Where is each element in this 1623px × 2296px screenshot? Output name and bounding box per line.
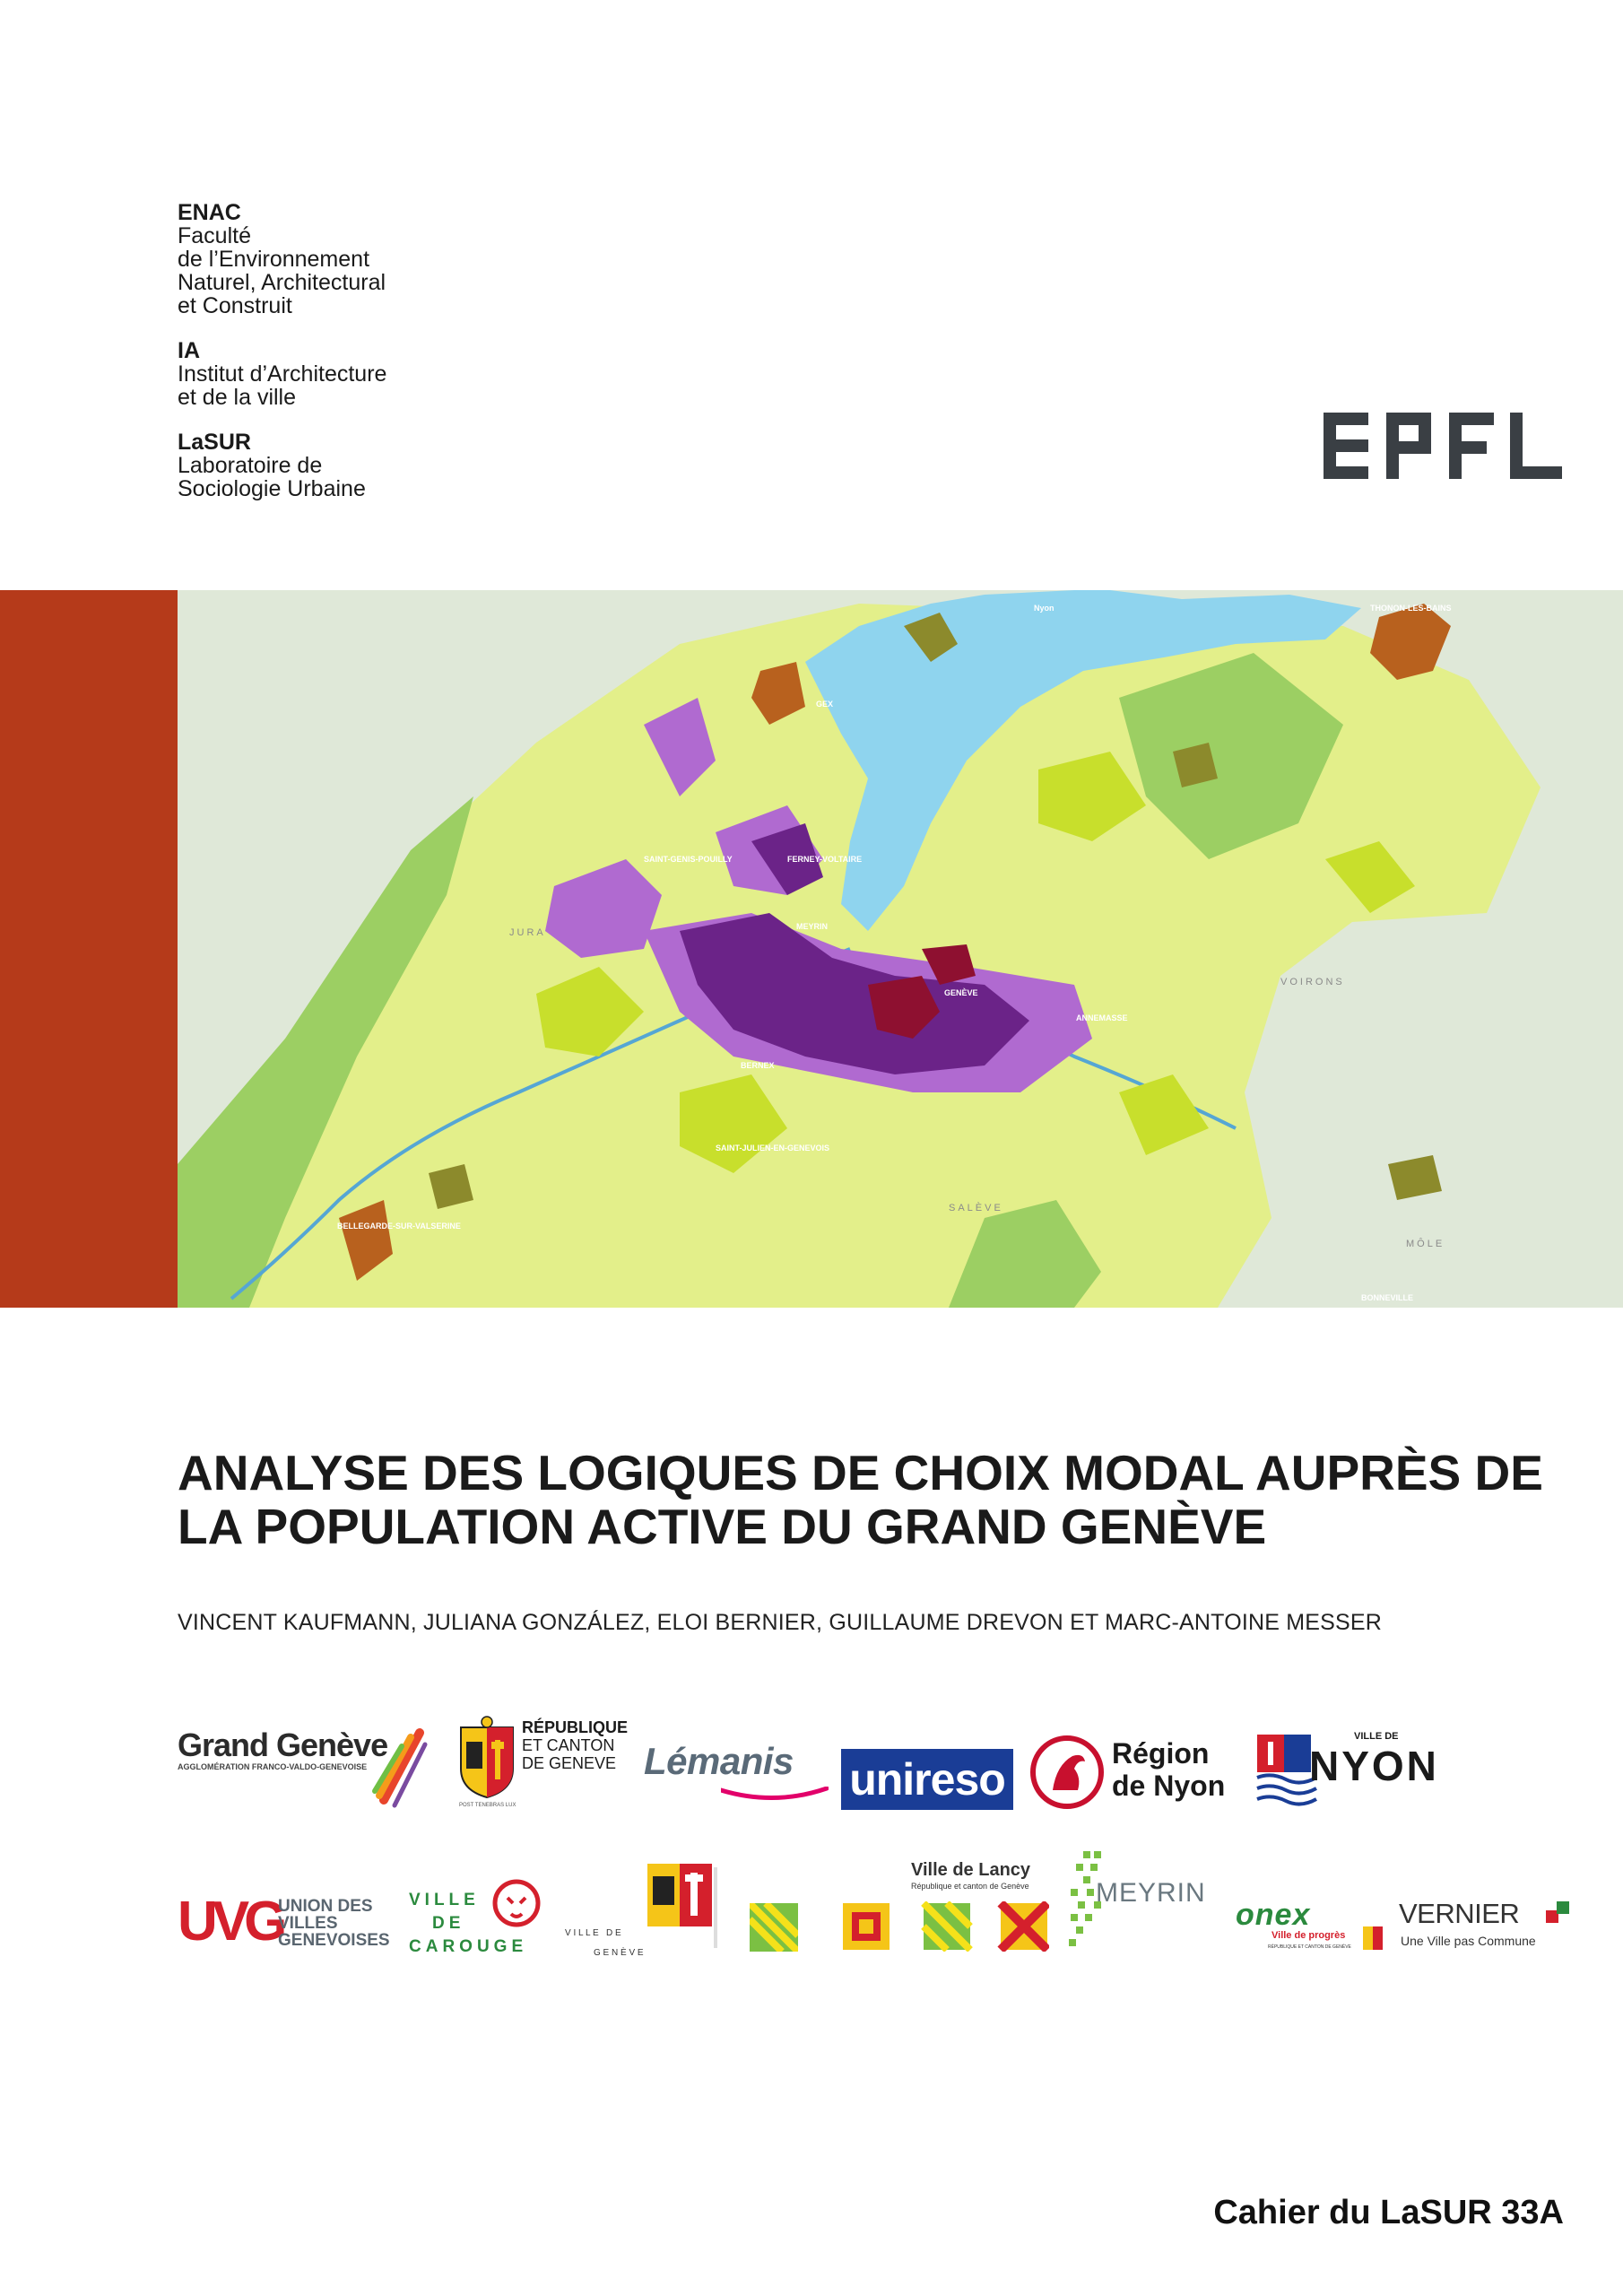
report-title [178,1446,1576,1553]
lancy-sub: République et canton de Genève [911,1882,1029,1891]
map-label-meyrin: MEYRIN [796,922,829,931]
carouge-line3: CAROUGE [409,1937,528,1956]
cahier-number: Cahier du LaSUR 33A [1213,2194,1564,2231]
onex-logo [1232,1898,1384,1957]
regional-map [178,590,1623,1308]
canton-geneve-line3: DE GENEVE [522,1754,617,1772]
ville-geneve-line2: G E N È V E [594,1948,644,1958]
uvg-logo [178,1892,393,1955]
enac-line: Naturel, Architectural [178,270,386,295]
onex-sub2: RÉPUBLIQUE ET CANTON DE GENÈVE [1268,1944,1351,1950]
map-label-bellegarde: BELLEGARDE-SUR-VALSERINE [337,1222,461,1231]
lemanis-name: Lémanis [644,1740,794,1782]
authors-line: VINCENT KAUFMANN, JULIANA GONZÁLEZ, ELOI BERNIER, GUILLAUME DREVON ET MARC-ANTOINE MESSER [178,1610,1383,1635]
map-label-saint-genis: SAINT-GENIS-POUILLY [644,855,733,864]
map-label-thonon: THONON-LES-BAINS [1370,604,1452,613]
red-accent-bar [0,590,178,1308]
enac-line: et Construit [178,293,292,318]
meyrin-name: MEYRIN [1096,1878,1206,1908]
lasur-heading: LaSUR [178,430,251,455]
lancy-logo [843,1860,1049,1959]
map-label-gex: GEX [816,700,834,709]
region-nyon-logo [1029,1733,1245,1813]
epfl-logo [1324,413,1562,479]
map-svg [178,590,1623,1308]
uvg-mark: UVG [178,1891,282,1952]
ia-heading: IA [178,338,200,363]
lemanis-logo [644,1740,823,1803]
lasur-line: Laboratoire de [178,453,323,478]
geneva-coat-of-arms-icon [457,1715,516,1801]
map-label-bernex: BERNEX [741,1061,775,1070]
carouge-line2: DE [432,1914,465,1933]
map-label-saint-julien: SAINT-JULIEN-EN-GENEVOIS [716,1144,830,1152]
uvg-line3: GENEVOISES [278,1931,390,1950]
map-label-ferney: FERNEY-VOLTAIRE [787,855,863,864]
institution-block [178,201,590,522]
title-line-1: ANALYSE DES LOGIQUES DE CHOIX MODAL AUPRÈS DE [178,1445,1543,1500]
carouge-line1: VILLE [409,1891,480,1909]
unireso-name: unireso [849,1754,1005,1805]
carouge-logo [405,1876,558,1966]
enac-line: Faculté [178,223,251,248]
green-yellow-flag-icon [750,1903,798,1952]
region-nyon-line2: de Nyon [1112,1770,1226,1802]
meyrin-logo [1067,1851,1219,1950]
enac-heading: ENAC [178,200,241,225]
enac-block [178,201,590,317]
map-label-saleve: SALÈVE [949,1203,1003,1213]
map-label-bonneville: BONNEVILLE [1361,1293,1414,1302]
grand-geneve-name: Grand Genève [178,1726,388,1763]
ville-nyon-name: NYON [1309,1743,1439,1789]
canton-geneve-motto: POST TENEBRAS LUX [459,1803,516,1808]
onex-crest-icon [1363,1926,1383,1950]
region-nyon-line1: Région [1112,1737,1210,1770]
ville-geneve-line1: V I L L E D E [565,1928,621,1938]
map-label-geneve: GENÈVE [944,988,978,997]
uvg-line2: VILLES [278,1914,338,1933]
ville-nyon-prefix: VILLE DE [1354,1731,1399,1742]
ville-geneve-crest-icon [638,1862,725,1948]
enac-line: de l’Environnement [178,247,370,272]
unireso-logo [841,1749,1013,1810]
commune-flag-1 [750,1903,798,1952]
canton-geneve-line2: ET CANTON [522,1736,615,1754]
ville-geneve-logo [565,1862,735,1970]
grand-geneve-swoosh-icon [366,1728,429,1809]
canton-geneve-line1: RÉPUBLIQUE [522,1718,629,1736]
map-label-mole: MÔLE [1406,1239,1445,1249]
map-label-annemasse: ANNEMASSE [1076,1013,1128,1022]
lemanis-swoosh-icon [721,1787,829,1805]
ville-nyon-logo [1254,1731,1442,1821]
vernier-logo [1399,1898,1578,1952]
onex-name: onex [1236,1898,1311,1932]
ia-line: et de la ville [178,385,297,410]
lasur-block [178,430,590,500]
map-label-jura: JURA [509,927,546,938]
canton-geneve-logo [457,1715,637,1813]
ibex-icon [1029,1735,1105,1810]
lancy-name: Ville de Lancy [911,1860,1031,1880]
grand-geneve-sub: AGGLOMÉRATION FRANCO-VALDO-GENEVOISE [178,1762,368,1771]
vernier-tagline: Une Ville pas Commune [1401,1934,1536,1948]
vernier-name: VERNIER [1399,1898,1520,1929]
uvg-line1: UNION DES [278,1897,373,1916]
vernier-square-icon [1546,1901,1569,1925]
lasur-line: Sociologie Urbaine [178,476,366,501]
map-label-nyon: Nyon [1034,604,1055,613]
lancy-commune-flags-icon [843,1901,1049,1952]
map-label-voirons: VOIRONS [1280,977,1345,987]
onex-sub: Ville de progrès [1271,1930,1346,1941]
lion-head-icon [490,1876,543,1935]
title-line-2: LA POPULATION ACTIVE DU GRAND GENÈVE [178,1499,1267,1554]
ia-line: Institut d’Architecture [178,361,387,387]
grand-geneve-logo [178,1726,429,1812]
ia-block [178,339,590,409]
